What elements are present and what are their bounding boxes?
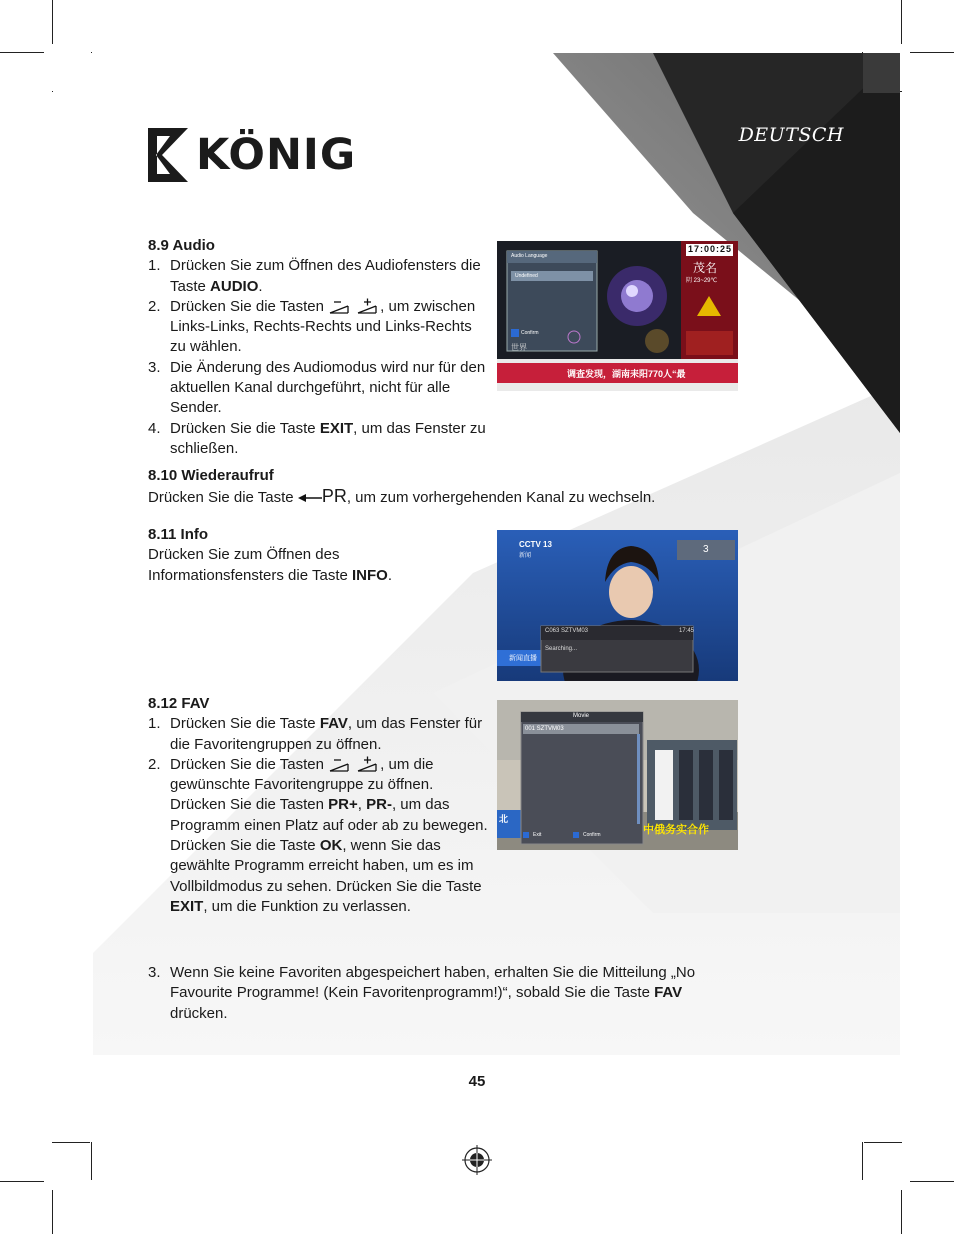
lower-tag: 新闻直播 bbox=[509, 655, 537, 662]
section-recall bbox=[148, 466, 708, 509]
section-audio bbox=[148, 236, 488, 459]
ticker: 调查发现，湖南耒阳770人“最 bbox=[567, 369, 686, 379]
list-item: 1. Drücken Sie die Taste FAV, um das Fenster für die Favoritengruppen zu öffnen. bbox=[148, 715, 483, 753]
volume-keys-icon bbox=[328, 756, 380, 774]
section-info: 8.11 Info Drücken Sie zum Öffnen des Informationsfensters die Taste INFO. bbox=[148, 525, 488, 586]
crop-mark bbox=[91, 1142, 92, 1180]
bar-time: 17:45 bbox=[679, 628, 695, 634]
crop-mark bbox=[0, 1181, 44, 1182]
bar-channel: C063 SZTVM03 bbox=[545, 628, 589, 634]
side-title: 茂名 bbox=[693, 261, 718, 275]
side-sub: 阴 23~29℃ bbox=[686, 278, 718, 284]
left-tag: 北 bbox=[499, 814, 509, 824]
language-label: DEUTSCH bbox=[738, 124, 844, 146]
clock: 17:00:25 bbox=[688, 244, 733, 254]
section-heading: 8.9 Audio bbox=[148, 237, 215, 254]
exit-button: Exit bbox=[533, 832, 542, 838]
crop-mark bbox=[52, 0, 53, 44]
konig-logo-icon bbox=[148, 128, 188, 182]
channel-logo: CCTV 13 bbox=[519, 540, 552, 549]
list-item: 4. Drücken Sie die Taste EXIT, um das Fenster zu schließen. bbox=[148, 419, 486, 457]
section-heading: 8.12 FAV bbox=[148, 695, 210, 712]
crop-mark bbox=[52, 1190, 53, 1234]
recall-key-label: PR bbox=[321, 486, 347, 507]
crop-mark bbox=[910, 1181, 954, 1182]
brand-logo bbox=[148, 128, 356, 182]
registration-mark-icon bbox=[462, 1145, 492, 1175]
crop-mark bbox=[901, 1190, 902, 1234]
back-arrow-icon bbox=[298, 493, 322, 503]
info-screenshot bbox=[497, 530, 738, 681]
crop-mark bbox=[52, 1142, 90, 1143]
page-number: 45 bbox=[468, 1073, 486, 1090]
bar-status: Searching... bbox=[545, 646, 578, 652]
subtitle: 世界 bbox=[511, 343, 527, 352]
fav-screenshot bbox=[497, 700, 738, 850]
crop-mark bbox=[910, 52, 954, 53]
section-heading: 8.11 Info bbox=[148, 526, 209, 543]
volume-keys-icon bbox=[328, 298, 380, 316]
channel-sub: 新闻 bbox=[519, 553, 532, 559]
recall-text: Drücken Sie die Taste PR, um zum vorhergehenden Kanal zu wechseln. bbox=[148, 486, 656, 507]
list-item: 001 SZTVM03 bbox=[525, 726, 564, 732]
caption: 中俄务实合作 bbox=[643, 824, 709, 836]
crop-mark bbox=[901, 0, 902, 44]
brand-wordmark: KÖNIG bbox=[196, 129, 357, 180]
list-item: 2. Drücken Sie die Tasten , um zwischen Links-Links, Rechts-Rechts und Links-Rechts zu wählen. bbox=[148, 297, 476, 356]
section-heading: 8.10 Wiederaufruf bbox=[148, 467, 274, 484]
crop-mark bbox=[864, 1142, 902, 1143]
fav-step-3 bbox=[148, 963, 728, 1024]
list-item: 3. Die Änderung des Audiomodus wird nur für den aktuellen Kanal durchgeführt, nicht für alle Sender. bbox=[148, 358, 486, 417]
crop-mark bbox=[862, 1142, 863, 1180]
list-item: 2. Drücken Sie die Tasten , um die gewünschte Favoritengruppe zu öffnen. Drücken Sie die Tasten PR+, PR-, um das Programm einen Platz auf oder ab zu bewegen. Drücken Sie die Taste OK, wenn Sie das gewählte Programm erreicht haben, um es im Vollbildmodus zu sehen. Drücken Sie die Taste EXIT, um die Funktion zu verlassen. bbox=[148, 755, 488, 915]
section-fav bbox=[148, 694, 488, 917]
list-title: Movie bbox=[573, 713, 590, 719]
dialog-button: Confirm bbox=[521, 330, 539, 336]
channel-number: 3 bbox=[703, 544, 709, 555]
confirm-button: Confirm bbox=[583, 832, 601, 838]
audio-screenshot bbox=[497, 241, 738, 391]
list-item: 1. Drücken Sie zum Öffnen des Audiofensters die Taste AUDIO. bbox=[148, 257, 481, 295]
dialog-title: Audio Language bbox=[511, 253, 548, 259]
dialog-value: Undefined bbox=[515, 273, 538, 279]
crop-mark bbox=[0, 52, 44, 53]
list-item: 3. Wenn Sie keine Favoriten abgespeichert haben, erhalten Sie die Mitteilung „No Favourite Programme! (Kein Favoritenprogramm!)“, sobald Sie die Taste FAV drücken. bbox=[148, 964, 696, 1022]
